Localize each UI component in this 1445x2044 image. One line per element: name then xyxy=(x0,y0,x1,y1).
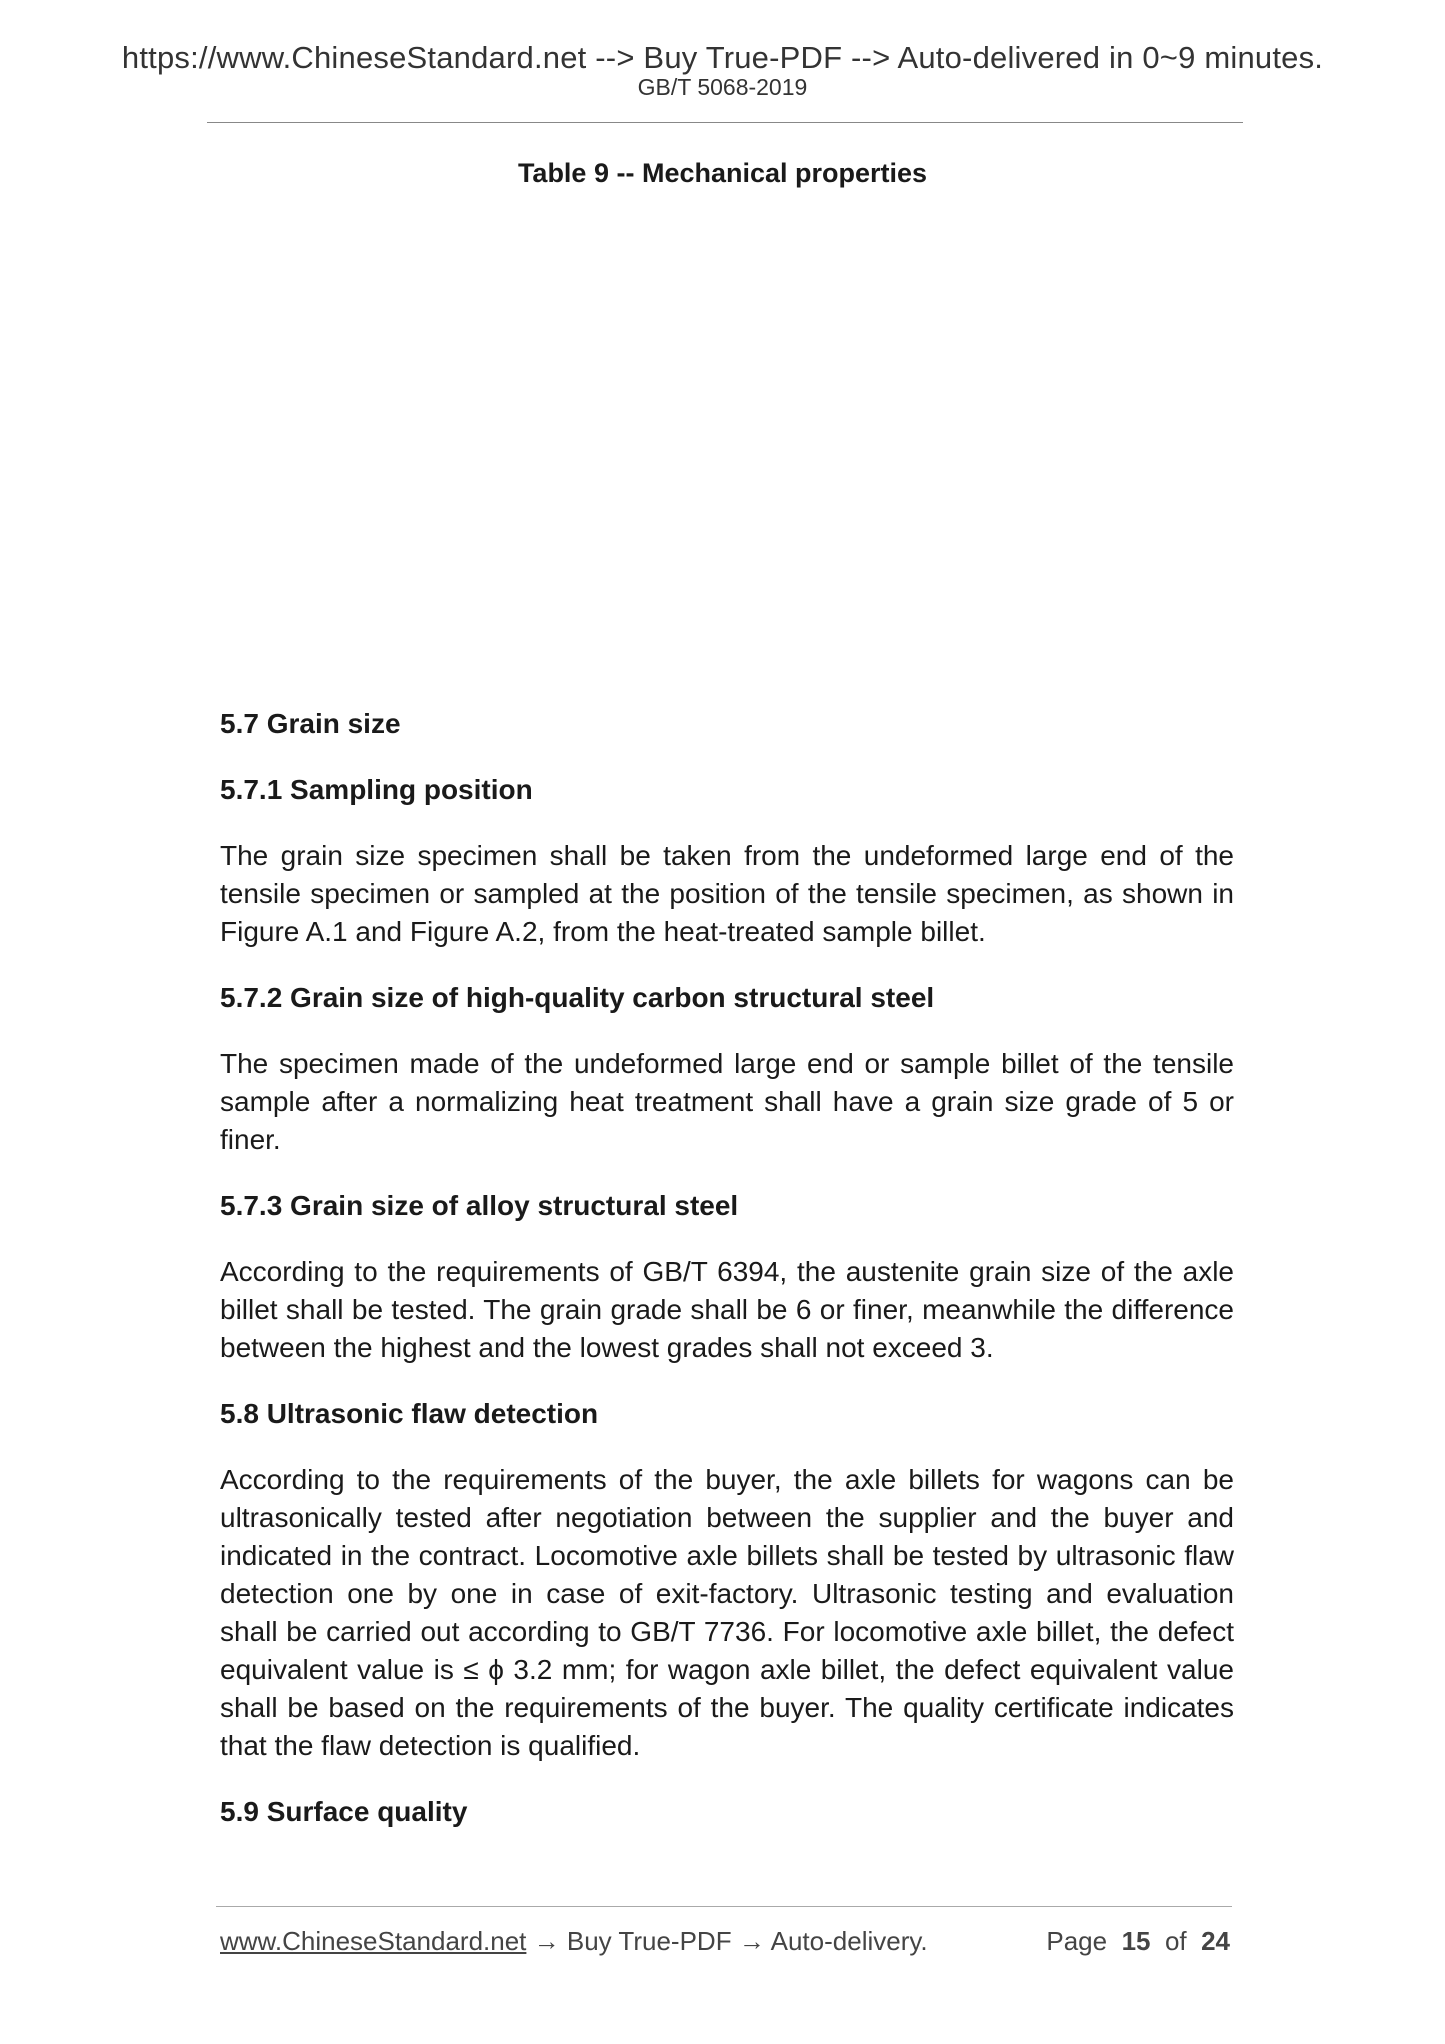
header-divider xyxy=(207,122,1243,123)
section-heading-5-7: 5.7 Grain size xyxy=(220,708,401,739)
section-text-5-7-3: According to the requirements of GB/T 6394, the austenite grain size of the axle billet shall be tested. The grain grade shall be 6 or finer, meanwhile the difference between the highest and the lowest grades shall not exceed 3. xyxy=(220,1256,1234,1363)
arrow-right-icon: → xyxy=(738,1926,765,1956)
total-pages: 24 xyxy=(1201,1926,1230,1956)
page-indicator xyxy=(1046,1926,1230,1957)
section-heading-5-7-1: 5.7.1 Sampling position xyxy=(220,774,533,805)
footer-divider xyxy=(216,1906,1232,1907)
section-text-5-7-1: The grain size specimen shall be taken from the undeformed large end of the tensile specimen or sampled at the position of the tensile specimen, as shown in Figure A.1 and Figure A.2, from the heat-treated sample billet. xyxy=(220,840,1234,947)
document-body xyxy=(220,705,1234,1859)
section-heading-5-8: 5.8 Ultrasonic flaw detection xyxy=(220,1398,599,1429)
footer-buy-text: Buy True-PDF xyxy=(566,1926,732,1956)
section-text-5-8: According to the requirements of the buyer, the axle billets for wagons can be ultrasonically tested after negotiation between the supplier and the buyer and indicated in the contract. Locomotive axle billets shall be tested by ultrasonic flaw detection one by one in case of exit-factory. Ultrasonic testing and evaluation shall be carried out according to GB/T 7736. For locomotive axle billet, the defect equivalent value is ≤ ϕ 3.2 mm; for wagon axle billet, the defect equivalent value shall be based on the requirements of the buyer. The quality certificate indicates that the flaw detection is qualified. xyxy=(220,1464,1234,1761)
page-footer xyxy=(220,1926,1230,1966)
arrow-right-icon: → xyxy=(533,1926,560,1956)
of-label: of xyxy=(1164,1926,1187,1956)
header-url-banner: https://www.ChineseStandard.net --> Buy True-PDF --> Auto-delivered in 0~9 minutes. xyxy=(121,40,1324,75)
standard-number: GB/T 5068-2019 xyxy=(637,74,808,100)
table-title: Table 9 -- Mechanical properties xyxy=(517,158,928,188)
page-label: Page xyxy=(1046,1926,1108,1956)
page-number: 15 xyxy=(1121,1926,1151,1956)
section-heading-5-9: 5.9 Surface quality xyxy=(220,1796,468,1827)
footer-website-link[interactable]: www.ChineseStandard.net xyxy=(220,1926,527,1956)
section-heading-5-7-3: 5.7.3 Grain size of alloy structural steel xyxy=(220,1190,739,1221)
table-placeholder-area xyxy=(220,210,1230,690)
section-heading-5-7-2: 5.7.2 Grain size of high-quality carbon structural steel xyxy=(220,982,935,1013)
footer-promo xyxy=(220,1926,928,1957)
section-text-5-7-2: The specimen made of the undeformed large end or sample billet of the tensile sample after a normalizing heat treatment shall have a grain size grade of 5 or finer. xyxy=(220,1048,1234,1155)
footer-delivery-text: Auto-delivery. xyxy=(770,1926,928,1956)
